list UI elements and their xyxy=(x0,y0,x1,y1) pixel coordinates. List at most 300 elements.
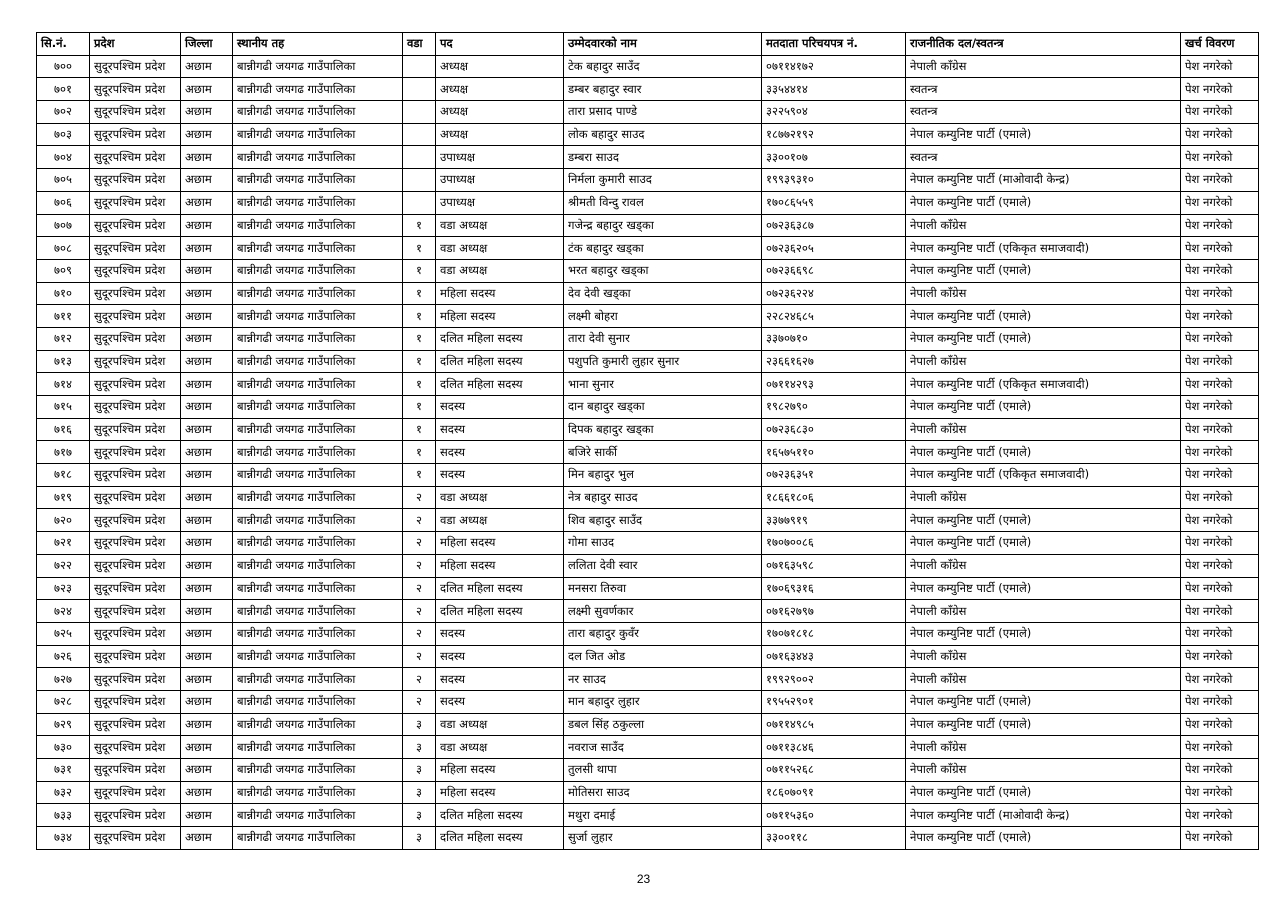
cell-post: अध्यक्ष xyxy=(436,78,564,101)
cell-expense: पेश नगरेको xyxy=(1181,191,1259,214)
cell-province: सुदूरपश्चिम प्रदेश xyxy=(90,827,181,850)
table-row xyxy=(37,690,1259,713)
table-row xyxy=(37,237,1259,260)
cell-post: सदस्य xyxy=(436,464,564,487)
table-row xyxy=(37,668,1259,691)
cell-post: दलित महिला सदस्य xyxy=(436,327,564,350)
cell-voter-id: ०७१६३५९८ xyxy=(762,554,906,577)
cell-ward xyxy=(403,55,436,78)
table-row xyxy=(37,191,1259,214)
cell-serial-number: ७१६ xyxy=(37,418,90,441)
cell-local-level: बान्नीगढी जयगढ गाउँपालिका xyxy=(233,577,403,600)
cell-serial-number: ७२१ xyxy=(37,532,90,555)
cell-expense: पेश नगरेको xyxy=(1181,237,1259,260)
cell-candidate-name: लक्ष्मी सुवर्णकार xyxy=(564,600,762,623)
cell-ward xyxy=(403,101,436,124)
cell-local-level: बान्नीगढी जयगढ गाउँपालिका xyxy=(233,373,403,396)
cell-serial-number: ७२४ xyxy=(37,600,90,623)
cell-expense: पेश नगरेको xyxy=(1181,713,1259,736)
cell-local-level: बान्नीगढी जयगढ गाउँपालिका xyxy=(233,645,403,668)
cell-expense: पेश नगरेको xyxy=(1181,350,1259,373)
cell-local-level: बान्नीगढी जयगढ गाउँपालिका xyxy=(233,600,403,623)
cell-serial-number: ७३३ xyxy=(37,804,90,827)
cell-ward xyxy=(403,169,436,192)
cell-expense: पेश नगरेको xyxy=(1181,78,1259,101)
cell-province: सुदूरपश्चिम प्रदेश xyxy=(90,169,181,192)
cell-party: नेपाल कम्युनिष्ट पार्टी (एमाले) xyxy=(906,509,1181,532)
cell-voter-id: १७०७१८१८ xyxy=(762,622,906,645)
table-row xyxy=(37,214,1259,237)
cell-district: अछाम xyxy=(181,373,233,396)
table-row xyxy=(37,781,1259,804)
cell-district: अछाम xyxy=(181,713,233,736)
cell-province: सुदूरपश्चिम प्रदेश xyxy=(90,373,181,396)
cell-local-level: बान्नीगढी जयगढ गाउँपालिका xyxy=(233,418,403,441)
cell-district: अछाम xyxy=(181,259,233,282)
candidate-table xyxy=(36,32,1259,850)
cell-post: उपाध्यक्ष xyxy=(436,191,564,214)
cell-province: सुदूरपश्चिम प्रदेश xyxy=(90,214,181,237)
cell-serial-number: ७०७ xyxy=(37,214,90,237)
cell-party: नेपाली काँग्रेस xyxy=(906,645,1181,668)
cell-serial-number: ७११ xyxy=(37,305,90,328)
cell-ward: २ xyxy=(403,486,436,509)
cell-district: अछाम xyxy=(181,237,233,260)
cell-province: सुदूरपश्चिम प्रदेश xyxy=(90,690,181,713)
cell-expense: पेश नगरेको xyxy=(1181,645,1259,668)
cell-candidate-name: तारा देवी सुनार xyxy=(564,327,762,350)
table-row xyxy=(37,282,1259,305)
cell-local-level: बान्नीगढी जयगढ गाउँपालिका xyxy=(233,736,403,759)
table-row xyxy=(37,259,1259,282)
cell-party: नेपाल कम्युनिष्ट पार्टी (एमाले) xyxy=(906,123,1181,146)
header-candidate-name: उम्मेदवारको नाम xyxy=(564,33,762,56)
cell-candidate-name: दिपक बहादुर खड्का xyxy=(564,418,762,441)
header-voter-id: मतदाता परिचयपत्र नं. xyxy=(762,33,906,56)
table-row xyxy=(37,441,1259,464)
cell-district: अछाम xyxy=(181,350,233,373)
cell-ward: १ xyxy=(403,441,436,464)
cell-candidate-name: देव देवी खड्का xyxy=(564,282,762,305)
cell-local-level: बान्नीगढी जयगढ गाउँपालिका xyxy=(233,259,403,282)
cell-serial-number: ७२८ xyxy=(37,690,90,713)
cell-candidate-name: भरत बहादुर खड्का xyxy=(564,259,762,282)
cell-voter-id: १९५५२९०१ xyxy=(762,690,906,713)
cell-local-level: बान्नीगढी जयगढ गाउँपालिका xyxy=(233,464,403,487)
table-row xyxy=(37,827,1259,850)
cell-ward: २ xyxy=(403,600,436,623)
cell-post: महिला सदस्य xyxy=(436,532,564,555)
cell-candidate-name: दल जित ओड xyxy=(564,645,762,668)
cell-district: अछाम xyxy=(181,146,233,169)
cell-post: वडा अध्यक्ष xyxy=(436,486,564,509)
cell-local-level: बान्नीगढी जयगढ गाउँपालिका xyxy=(233,78,403,101)
cell-province: सुदूरपश्चिम प्रदेश xyxy=(90,645,181,668)
cell-party: नेपाल कम्युनिष्ट पार्टी (एकिकृत समाजवादी) xyxy=(906,237,1181,260)
cell-local-level: बान्नीगढी जयगढ गाउँपालिका xyxy=(233,191,403,214)
cell-serial-number: ७१५ xyxy=(37,396,90,419)
cell-candidate-name: सुर्जा लुहार xyxy=(564,827,762,850)
cell-expense: पेश नगरेको xyxy=(1181,214,1259,237)
cell-serial-number: ७१८ xyxy=(37,464,90,487)
cell-ward: २ xyxy=(403,690,436,713)
cell-party: नेपाल कम्युनिष्ट पार्टी (एमाले) xyxy=(906,259,1181,282)
cell-district: अछाम xyxy=(181,191,233,214)
cell-expense: पेश नगरेको xyxy=(1181,827,1259,850)
cell-district: अछाम xyxy=(181,736,233,759)
table-row xyxy=(37,509,1259,532)
cell-ward: २ xyxy=(403,509,436,532)
cell-post: वडा अध्यक्ष xyxy=(436,214,564,237)
cell-serial-number: ७१२ xyxy=(37,327,90,350)
cell-post: दलित महिला सदस्य xyxy=(436,804,564,827)
cell-province: सुदूरपश्चिम प्रदेश xyxy=(90,101,181,124)
cell-local-level: बान्नीगढी जयगढ गाउँपालिका xyxy=(233,305,403,328)
cell-post: महिला सदस्य xyxy=(436,305,564,328)
cell-local-level: बान्नीगढी जयगढ गाउँपालिका xyxy=(233,123,403,146)
cell-district: अछाम xyxy=(181,804,233,827)
cell-voter-id: २२८२४६८५ xyxy=(762,305,906,328)
cell-district: अछाम xyxy=(181,441,233,464)
cell-province: सुदूरपश्चिम प्रदेश xyxy=(90,804,181,827)
cell-expense: पेश नगरेको xyxy=(1181,396,1259,419)
cell-candidate-name: भाना सुनार xyxy=(564,373,762,396)
cell-district: अछाम xyxy=(181,282,233,305)
cell-post: सदस्य xyxy=(436,668,564,691)
cell-voter-id: ०७११४९८५ xyxy=(762,713,906,736)
cell-post: दलित महिला सदस्य xyxy=(436,373,564,396)
table-row xyxy=(37,464,1259,487)
cell-party: नेपाल कम्युनिष्ट पार्टी (एमाले) xyxy=(906,441,1181,464)
cell-district: अछाम xyxy=(181,622,233,645)
cell-post: दलित महिला सदस्य xyxy=(436,827,564,850)
table-row xyxy=(37,396,1259,419)
cell-serial-number: ७२७ xyxy=(37,668,90,691)
header-row xyxy=(37,33,1259,56)
cell-province: सुदूरपश्चिम प्रदेश xyxy=(90,532,181,555)
cell-candidate-name: बजिरे सार्की xyxy=(564,441,762,464)
cell-expense: पेश नगरेको xyxy=(1181,577,1259,600)
cell-voter-id: ३३७७९१९ xyxy=(762,509,906,532)
cell-province: सुदूरपश्चिम प्रदेश xyxy=(90,759,181,782)
header-party: राजनीतिक दल/स्वतन्त्र xyxy=(906,33,1181,56)
cell-ward xyxy=(403,78,436,101)
cell-candidate-name: नवराज साउँद xyxy=(564,736,762,759)
cell-province: सुदूरपश्चिम प्रदेश xyxy=(90,509,181,532)
cell-serial-number: ७१९ xyxy=(37,486,90,509)
cell-ward: ३ xyxy=(403,713,436,736)
cell-district: अछाम xyxy=(181,600,233,623)
header-local-level: स्थानीय तह xyxy=(233,33,403,56)
cell-ward: १ xyxy=(403,464,436,487)
cell-serial-number: ७१७ xyxy=(37,441,90,464)
table-body xyxy=(37,55,1259,849)
cell-expense: पेश नगरेको xyxy=(1181,169,1259,192)
header-province: प्रदेश xyxy=(90,33,181,56)
header-expense: खर्च विवरण xyxy=(1181,33,1259,56)
cell-expense: पेश नगरेको xyxy=(1181,464,1259,487)
cell-party: नेपाल कम्युनिष्ट पार्टी (माओवादी केन्द्र) xyxy=(906,169,1181,192)
cell-ward: १ xyxy=(403,373,436,396)
cell-post: उपाध्यक्ष xyxy=(436,146,564,169)
cell-expense: पेश नगरेको xyxy=(1181,509,1259,532)
cell-serial-number: ७३४ xyxy=(37,827,90,850)
cell-candidate-name: टंक बहादुर खड्का xyxy=(564,237,762,260)
cell-province: सुदूरपश्चिम प्रदेश xyxy=(90,554,181,577)
cell-serial-number: ७३० xyxy=(37,736,90,759)
cell-expense: पेश नगरेको xyxy=(1181,373,1259,396)
cell-candidate-name: लक्ष्मी बोहरा xyxy=(564,305,762,328)
cell-voter-id: १७०७००८६ xyxy=(762,532,906,555)
table-row xyxy=(37,622,1259,645)
cell-local-level: बान्नीगढी जयगढ गाउँपालिका xyxy=(233,781,403,804)
cell-ward: १ xyxy=(403,282,436,305)
cell-district: अछाम xyxy=(181,305,233,328)
cell-party: नेपाली काँग्रेस xyxy=(906,736,1181,759)
cell-party: नेपाली काँग्रेस xyxy=(906,282,1181,305)
cell-voter-id: ०७१६२७९७ xyxy=(762,600,906,623)
cell-voter-id: ०७१६३४४३ xyxy=(762,645,906,668)
cell-district: अछाम xyxy=(181,577,233,600)
cell-district: अछाम xyxy=(181,827,233,850)
cell-serial-number: ७०४ xyxy=(37,146,90,169)
cell-party: नेपाल कम्युनिष्ट पार्टी (एमाले) xyxy=(906,690,1181,713)
cell-voter-id: १८६६१८०६ xyxy=(762,486,906,509)
cell-ward xyxy=(403,146,436,169)
cell-voter-id: ०७११३८४६ xyxy=(762,736,906,759)
cell-candidate-name: लोक बहादुर साउद xyxy=(564,123,762,146)
cell-voter-id: ०७११५३६० xyxy=(762,804,906,827)
cell-post: वडा अध्यक्ष xyxy=(436,509,564,532)
cell-voter-id: १९९२९००२ xyxy=(762,668,906,691)
cell-candidate-name: गोमा साउद xyxy=(564,532,762,555)
cell-province: सुदूरपश्चिम प्रदेश xyxy=(90,441,181,464)
cell-party: नेपाल कम्युनिष्ट पार्टी (माओवादी केन्द्र) xyxy=(906,804,1181,827)
cell-province: सुदूरपश्चिम प्रदेश xyxy=(90,123,181,146)
cell-voter-id: १९८२७९० xyxy=(762,396,906,419)
cell-candidate-name: मिन बहादुर भुल xyxy=(564,464,762,487)
cell-voter-id: १६५७५११० xyxy=(762,441,906,464)
cell-party: नेपाली काँग्रेस xyxy=(906,486,1181,509)
cell-local-level: बान्नीगढी जयगढ गाउँपालिका xyxy=(233,804,403,827)
cell-post: सदस्य xyxy=(436,690,564,713)
cell-post: महिला सदस्य xyxy=(436,282,564,305)
cell-ward: ३ xyxy=(403,781,436,804)
cell-party: नेपाल कम्युनिष्ट पार्टी (एमाले) xyxy=(906,396,1181,419)
cell-voter-id: १८७७२१९२ xyxy=(762,123,906,146)
cell-candidate-name: मनसरा तिरुवा xyxy=(564,577,762,600)
cell-party: नेपाली काँग्रेस xyxy=(906,600,1181,623)
cell-post: दलित महिला सदस्य xyxy=(436,577,564,600)
cell-serial-number: ७०० xyxy=(37,55,90,78)
cell-expense: पेश नगरेको xyxy=(1181,146,1259,169)
table-row xyxy=(37,146,1259,169)
cell-local-level: बान्नीगढी जयगढ गाउँपालिका xyxy=(233,690,403,713)
cell-province: सुदूरपश्चिम प्रदेश xyxy=(90,486,181,509)
cell-expense: पेश नगरेको xyxy=(1181,622,1259,645)
cell-voter-id: ०७२३६३५१ xyxy=(762,464,906,487)
cell-local-level: बान्नीगढी जयगढ गाउँपालिका xyxy=(233,441,403,464)
cell-candidate-name: मोतिसरा साउद xyxy=(564,781,762,804)
cell-party: नेपाल कम्युनिष्ट पार्टी (एमाले) xyxy=(906,577,1181,600)
cell-ward: ३ xyxy=(403,759,436,782)
cell-candidate-name: गजेन्द्र बहादुर खड्का xyxy=(564,214,762,237)
table-row xyxy=(37,305,1259,328)
cell-party: नेपाल कम्युनिष्ट पार्टी (एमाले) xyxy=(906,191,1181,214)
cell-province: सुदूरपश्चिम प्रदेश xyxy=(90,282,181,305)
cell-expense: पेश नगरेको xyxy=(1181,441,1259,464)
cell-province: सुदूरपश्चिम प्रदेश xyxy=(90,577,181,600)
cell-voter-id: ३२२५९०४ xyxy=(762,101,906,124)
cell-candidate-name: शिव बहादुर साउँद xyxy=(564,509,762,532)
cell-voter-id: १९९३९३१० xyxy=(762,169,906,192)
cell-ward: २ xyxy=(403,668,436,691)
cell-district: अछाम xyxy=(181,418,233,441)
cell-district: अछाम xyxy=(181,690,233,713)
cell-voter-id: ३३००१०७ xyxy=(762,146,906,169)
cell-voter-id: ०७२३६२२४ xyxy=(762,282,906,305)
cell-ward: १ xyxy=(403,305,436,328)
table-row xyxy=(37,736,1259,759)
cell-local-level: बान्नीगढी जयगढ गाउँपालिका xyxy=(233,759,403,782)
cell-post: महिला सदस्य xyxy=(436,759,564,782)
cell-serial-number: ७०८ xyxy=(37,237,90,260)
cell-ward: १ xyxy=(403,396,436,419)
cell-voter-id: १७०८६५५९ xyxy=(762,191,906,214)
cell-district: अछाम xyxy=(181,781,233,804)
cell-party: नेपाल कम्युनिष्ट पार्टी (एमाले) xyxy=(906,532,1181,555)
page-number: 23 xyxy=(636,872,651,886)
cell-ward: ३ xyxy=(403,827,436,850)
cell-ward: २ xyxy=(403,622,436,645)
cell-ward xyxy=(403,191,436,214)
cell-local-level: बान्नीगढी जयगढ गाउँपालिका xyxy=(233,486,403,509)
cell-voter-id: २३६६१६२७ xyxy=(762,350,906,373)
cell-expense: पेश नगरेको xyxy=(1181,554,1259,577)
cell-district: अछाम xyxy=(181,327,233,350)
cell-candidate-name: नर साउद xyxy=(564,668,762,691)
cell-candidate-name: निर्मला कुमारी साउद xyxy=(564,169,762,192)
header-post: पद xyxy=(436,33,564,56)
cell-post: सदस्य xyxy=(436,645,564,668)
cell-expense: पेश नगरेको xyxy=(1181,804,1259,827)
cell-serial-number: ७०२ xyxy=(37,101,90,124)
cell-post: महिला सदस्य xyxy=(436,781,564,804)
cell-district: अछाम xyxy=(181,486,233,509)
cell-district: अछाम xyxy=(181,55,233,78)
cell-expense: पेश नगरेको xyxy=(1181,123,1259,146)
cell-serial-number: ७२५ xyxy=(37,622,90,645)
cell-voter-id: ०७११४२९३ xyxy=(762,373,906,396)
table-row xyxy=(37,418,1259,441)
cell-voter-id: ०७२३६३८७ xyxy=(762,214,906,237)
cell-voter-id: ०७२३६६९८ xyxy=(762,259,906,282)
cell-district: अछाम xyxy=(181,123,233,146)
cell-district: अछाम xyxy=(181,78,233,101)
cell-serial-number: ७०६ xyxy=(37,191,90,214)
cell-serial-number: ७०५ xyxy=(37,169,90,192)
table-row xyxy=(37,804,1259,827)
cell-party: नेपाल कम्युनिष्ट पार्टी (एमाले) xyxy=(906,622,1181,645)
cell-local-level: बान्नीगढी जयगढ गाउँपालिका xyxy=(233,532,403,555)
cell-local-level: बान्नीगढी जयगढ गाउँपालिका xyxy=(233,668,403,691)
header-serial-number: सि.नं. xyxy=(37,33,90,56)
cell-post: अध्यक्ष xyxy=(436,101,564,124)
cell-local-level: बान्नीगढी जयगढ गाउँपालिका xyxy=(233,282,403,305)
cell-ward: २ xyxy=(403,577,436,600)
cell-local-level: बान्नीगढी जयगढ गाउँपालिका xyxy=(233,622,403,645)
cell-province: सुदूरपश्चिम प्रदेश xyxy=(90,350,181,373)
cell-voter-id: १८६०७०९१ xyxy=(762,781,906,804)
cell-post: अध्यक्ष xyxy=(436,123,564,146)
cell-voter-id: १७०६९३१६ xyxy=(762,577,906,600)
cell-province: सुदूरपश्चिम प्रदेश xyxy=(90,237,181,260)
table-row xyxy=(37,350,1259,373)
table-row xyxy=(37,101,1259,124)
cell-province: सुदूरपश्चिम प्रदेश xyxy=(90,396,181,419)
cell-voter-id: ३३५४४१४ xyxy=(762,78,906,101)
cell-party: स्वतन्त्र xyxy=(906,78,1181,101)
cell-ward: २ xyxy=(403,554,436,577)
cell-province: सुदूरपश्चिम प्रदेश xyxy=(90,600,181,623)
cell-candidate-name: मान बहादुर लुहार xyxy=(564,690,762,713)
cell-province: सुदूरपश्चिम प्रदेश xyxy=(90,191,181,214)
cell-post: दलित महिला सदस्य xyxy=(436,350,564,373)
cell-expense: पेश नगरेको xyxy=(1181,305,1259,328)
table-row xyxy=(37,486,1259,509)
cell-local-level: बान्नीगढी जयगढ गाउँपालिका xyxy=(233,827,403,850)
cell-post: वडा अध्यक्ष xyxy=(436,259,564,282)
cell-district: अछाम xyxy=(181,464,233,487)
cell-candidate-name: डम्बर बहादुर स्वार xyxy=(564,78,762,101)
cell-local-level: बान्नीगढी जयगढ गाउँपालिका xyxy=(233,509,403,532)
cell-post: दलित महिला सदस्य xyxy=(436,600,564,623)
cell-local-level: बान्नीगढी जयगढ गाउँपालिका xyxy=(233,713,403,736)
cell-serial-number: ७०१ xyxy=(37,78,90,101)
table-row xyxy=(37,373,1259,396)
cell-province: सुदूरपश्चिम प्रदेश xyxy=(90,327,181,350)
cell-ward: १ xyxy=(403,327,436,350)
cell-voter-id: ०७२३६८३० xyxy=(762,418,906,441)
cell-candidate-name: नेत्र बहादुर साउद xyxy=(564,486,762,509)
cell-local-level: बान्नीगढी जयगढ गाउँपालिका xyxy=(233,237,403,260)
cell-district: अछाम xyxy=(181,645,233,668)
cell-serial-number: ७३१ xyxy=(37,759,90,782)
cell-district: अछाम xyxy=(181,101,233,124)
cell-expense: पेश नगरेको xyxy=(1181,418,1259,441)
cell-candidate-name: तुलसी थापा xyxy=(564,759,762,782)
cell-local-level: बान्नीगढी जयगढ गाउँपालिका xyxy=(233,55,403,78)
cell-district: अछाम xyxy=(181,759,233,782)
cell-expense: पेश नगरेको xyxy=(1181,781,1259,804)
cell-ward: १ xyxy=(403,418,436,441)
cell-voter-id: ०७११५२६८ xyxy=(762,759,906,782)
cell-province: सुदूरपश्चिम प्रदेश xyxy=(90,736,181,759)
cell-post: वडा अध्यक्ष xyxy=(436,736,564,759)
table-row xyxy=(37,759,1259,782)
cell-post: सदस्य xyxy=(436,418,564,441)
cell-expense: पेश नगरेको xyxy=(1181,759,1259,782)
cell-candidate-name: ललिता देवी स्वार xyxy=(564,554,762,577)
cell-voter-id: ०७२३६२०५ xyxy=(762,237,906,260)
cell-ward: १ xyxy=(403,237,436,260)
cell-post: सदस्य xyxy=(436,441,564,464)
cell-expense: पेश नगरेको xyxy=(1181,327,1259,350)
cell-province: सुदूरपश्चिम प्रदेश xyxy=(90,781,181,804)
cell-voter-id: ३३००११८ xyxy=(762,827,906,850)
cell-district: अछाम xyxy=(181,668,233,691)
cell-candidate-name: तारा बहादुर कुवँर xyxy=(564,622,762,645)
